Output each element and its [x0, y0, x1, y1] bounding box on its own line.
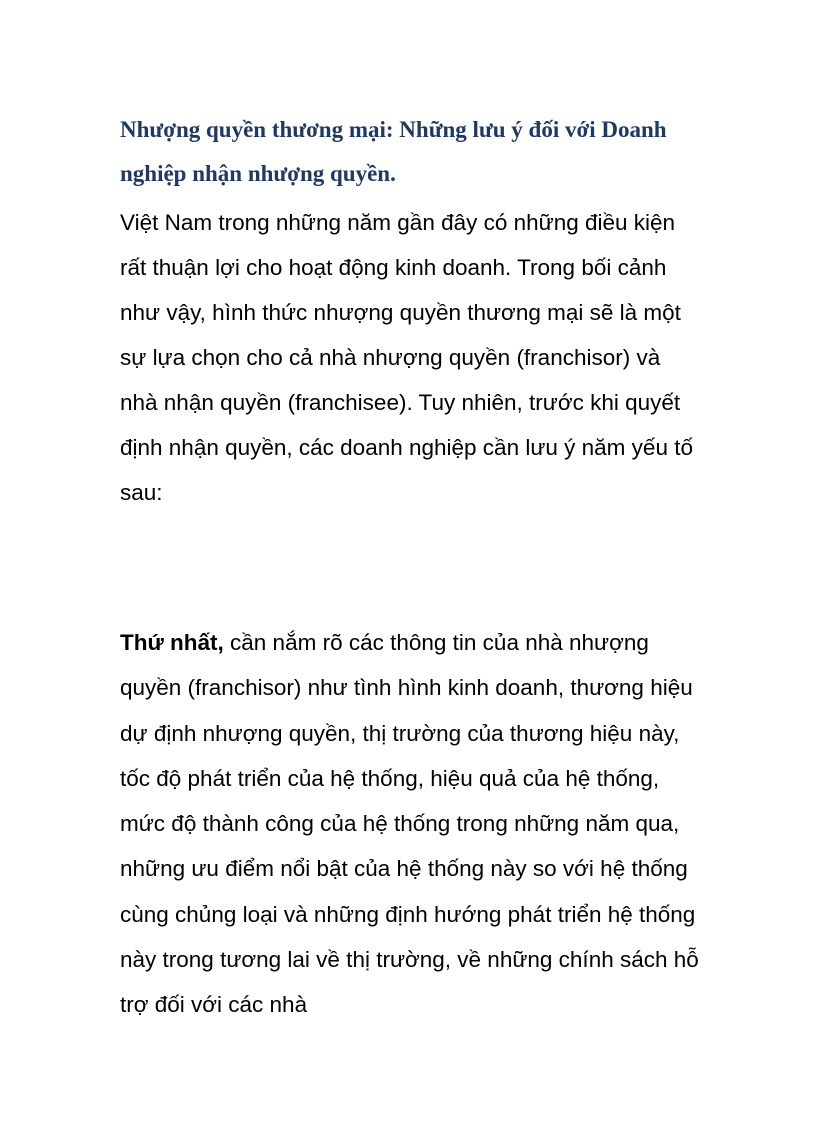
- first-point-lead: Thứ nhất,: [120, 630, 224, 655]
- first-point-paragraph: [120, 620, 705, 1028]
- first-point-text: cần nắm rõ các thông tin của nhà nhượng quyền (franchisor) như tình hình kinh doanh, thương hiệu dự định nhượng quyền, thị trường của thương hiệu này, tốc độ phát triển của hệ thống, hiệu quả của hệ thống, mức độ thành công của hệ thống trong những năm qua, những ưu điểm nổi bật của hệ thống này so với hệ thống cùng chủng loại và những định hướng phát triển hệ thống này trong tương lai về thị trường, về những chính sách hỗ trợ đối với các nhà: [120, 630, 699, 1018]
- intro-paragraph: Việt Nam trong những năm gần đây có những điều kiện rất thuận lợi cho hoạt động kinh doanh. Trong bối cảnh như vậy, hình thức nhượng quyền thương mại sẽ là một sự lựa chọn cho cả nhà nhượng quyền (franchisor) và nhà nhận quyền (franchisee). Tuy nhiên, trước khi quyết định nhận quyền, các doanh nghiệp cần lưu ý năm yếu tố sau:: [120, 210, 693, 505]
- document-title: Nhượng quyền thương mại: Những lưu ý đối với Doanh nghiệp nhận nhượng quyền.: [120, 117, 667, 186]
